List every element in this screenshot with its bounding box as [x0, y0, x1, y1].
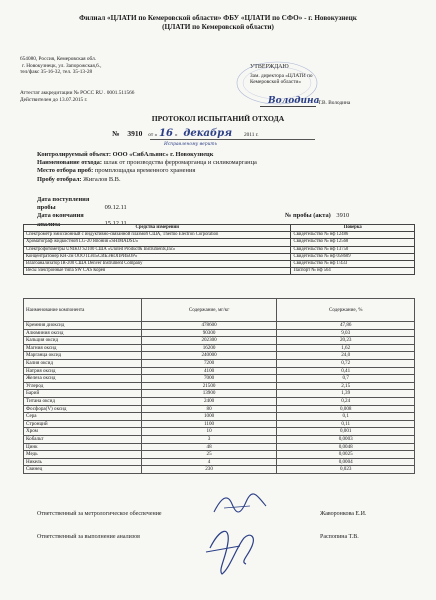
instrument-cell: Спектрометр эмиссионный с индуктивно-связанной плазмой США, Thermo Electron Corporation — [24, 232, 291, 239]
table-row — [24, 451, 415, 459]
content-mg-kg: 80 — [141, 405, 277, 413]
verification-cell: Свидетельство № нф 12486 — [291, 232, 415, 239]
component-name: Магния оксид — [24, 344, 142, 352]
table-row — [24, 261, 415, 268]
table-row — [24, 344, 415, 352]
verification-cell: Паспорт № нф 564 — [291, 268, 415, 275]
verification-cell: Свидетельство № нф 1/433 — [291, 261, 415, 268]
content-percent: 0,24 — [277, 397, 415, 405]
content-percent: 9,03 — [277, 329, 415, 337]
table-row — [24, 443, 415, 451]
info-label: Наименование отхода: — [37, 159, 102, 167]
column-header: Средства измерений — [24, 225, 291, 232]
table-row — [24, 367, 415, 375]
instrument-cell: Хроматограф жидкостной LG-20 Япония «SHIMADSU» — [24, 239, 291, 246]
analysis-name: Распопина Т.В. — [320, 534, 359, 540]
address-line: тел/факс 35-16-32, тел. 35-13-28 — [20, 69, 93, 76]
table-row — [24, 435, 415, 443]
instrument-cell: Весы электронные типа SW CAS Корея — [24, 268, 291, 275]
arrival-date-label: Дата поступления пробы — [37, 196, 90, 212]
content-percent: 0,72 — [277, 359, 415, 367]
content-percent: 1,62 — [277, 344, 415, 352]
protocol-month: декабря — [183, 128, 233, 139]
content-mg-kg: 202300 — [141, 337, 277, 345]
analysis-label: Ответственный за выполнение анализов — [37, 534, 140, 540]
verification-cell: Свидетельство № нф 058609 — [291, 253, 415, 260]
approval-name: Т.В. Володина — [318, 100, 351, 106]
component-name: Сера — [24, 413, 142, 421]
protocol-number-prefix: № — [112, 129, 120, 138]
content-mg-kg: 2400 — [141, 397, 277, 405]
content-percent: 0,023 — [277, 466, 415, 474]
table-row — [24, 405, 415, 413]
end-date-label: Дата окончания анализа — [37, 212, 84, 228]
column-header: Содержание, % — [277, 299, 415, 322]
instrument-cell: Спектрофотометры UNIKO S2100 США «United Product& Instruments,Inc» — [24, 246, 291, 253]
info-line — [37, 151, 257, 159]
arrival-date-value: 09.12.11 — [104, 204, 127, 212]
table-row — [24, 329, 415, 337]
composition-table — [23, 298, 415, 474]
table-row — [24, 352, 415, 360]
protocol-date-underline — [150, 139, 315, 140]
table-row — [24, 246, 415, 253]
end-date-value: 15.12.11 — [104, 220, 127, 228]
content-mg-kg: 230 — [141, 466, 277, 474]
protocol-from: от « — [148, 132, 158, 138]
approval-title: УТВЕРЖДАЮ — [250, 64, 289, 70]
organization-header — [20, 14, 416, 32]
arrival-date-line — [37, 196, 397, 212]
table-row — [24, 268, 415, 275]
analysis-signature — [200, 518, 270, 578]
column-header: Наименование компонента — [24, 299, 142, 322]
metrology-label: Ответственный за метрологическое обеспечение — [37, 511, 162, 517]
protocol-title: ПРОТОКОЛ ИСПЫТАНИЙ ОТХОДА — [151, 114, 285, 123]
table-row — [24, 232, 415, 239]
table-row — [24, 322, 415, 330]
component-name: Свинец — [24, 466, 142, 474]
component-name: Кремния диоксид — [24, 322, 142, 330]
content-percent: 0,008 — [277, 405, 415, 413]
composition-table-body — [24, 322, 415, 474]
table-row — [24, 428, 415, 436]
component-name: Кальция оксид — [24, 337, 142, 345]
content-percent: 20,23 — [277, 337, 415, 345]
accreditation-line: Действителен до 13.07.2015 г. — [20, 96, 88, 103]
table-row — [24, 239, 415, 246]
table-header-row — [24, 299, 415, 322]
info-value: Жигалов В.В. — [83, 175, 121, 183]
component-name: Барий — [24, 390, 142, 398]
content-mg-kg: 13900 — [141, 390, 277, 398]
instrument-cell: Концентратомер КН-2м ООО ПЭП«СИБЭКОПРИБОР» — [24, 253, 291, 260]
table-row — [24, 413, 415, 421]
table-header-row — [24, 225, 415, 232]
column-header: Поверка — [291, 225, 415, 232]
content-mg-kg: 90300 — [141, 329, 277, 337]
approval-line: Зам. директора «ЦЛАТИ по — [250, 72, 313, 79]
approval-signature: Володина — [268, 96, 320, 106]
content-mg-kg: 21500 — [141, 382, 277, 390]
component-name: Цинк — [24, 443, 142, 451]
measurement-table — [23, 224, 415, 275]
info-line — [37, 159, 257, 167]
sample-number — [285, 212, 349, 220]
content-mg-kg: 4 — [141, 458, 277, 466]
content-percent: 2,15 — [277, 382, 415, 390]
content-percent: 0,0003 — [277, 435, 415, 443]
info-value: промплощадка временного хранения — [94, 167, 196, 175]
header-line-2: (ЦЛАТИ по Кемеровской области) — [162, 23, 274, 31]
component-name: Титана оксид — [24, 397, 142, 405]
content-mg-kg: 1000 — [141, 413, 277, 421]
table-row — [24, 375, 415, 383]
column-header: Содержание, мг/кг — [141, 299, 277, 322]
component-name: Углерод — [24, 382, 142, 390]
content-percent: 0,1 — [277, 413, 415, 421]
table-row — [24, 397, 415, 405]
info-label: Пробу отобрал: — [37, 175, 82, 183]
content-percent: 47,86 — [277, 322, 415, 330]
table-row — [24, 420, 415, 428]
info-line — [37, 176, 257, 184]
content-mg-kg: 1100 — [141, 420, 277, 428]
content-percent: 0,001 — [277, 428, 415, 436]
component-name: Калия оксид — [24, 359, 142, 367]
table-row — [24, 466, 415, 474]
approval-line: Кемеровской области» — [250, 79, 301, 86]
content-percent: 0,11 — [277, 420, 415, 428]
content-percent: 1,39 — [277, 390, 415, 398]
protocol-year: 2011 г. — [244, 132, 259, 138]
sample-number-label: № пробы (акта) — [285, 212, 331, 220]
table-row — [24, 390, 415, 398]
address-block — [20, 56, 101, 76]
address-line: г. Новокузнецк, ул. Запорожская,6., — [22, 62, 102, 69]
content-mg-kg: 10 — [141, 428, 277, 436]
content-mg-kg: 7200 — [141, 359, 277, 367]
content-mg-kg: 3 — [141, 435, 277, 443]
content-percent: 0,41 — [277, 367, 415, 375]
table-row — [24, 458, 415, 466]
content-mg-kg: 25 — [141, 451, 277, 459]
header-line-1: Филиал «ЦЛАТИ по Кемеровской области» ФБУ «ЦЛАТИ по СФО» - г. Новокузнецк — [79, 14, 357, 22]
content-percent: 0,0048 — [277, 443, 415, 451]
content-mg-kg: 4100 — [141, 367, 277, 375]
component-name: Марганца оксид — [24, 352, 142, 360]
content-mg-kg: 7000 — [141, 375, 277, 383]
correction-note: Исправленому верить — [164, 142, 217, 147]
info-label: Контролируемый объект: — [37, 151, 112, 158]
content-mg-kg: 240000 — [141, 352, 277, 360]
info-line — [37, 167, 257, 175]
component-name: Кобальт — [24, 435, 142, 443]
table-row — [24, 382, 415, 390]
table-row — [24, 253, 415, 260]
protocol-day: 16 — [159, 128, 173, 139]
info-value: шлак от производства ферромарганца и силикомарганца — [103, 159, 257, 167]
metrology-name: Жаворонкова Е.И. — [320, 511, 367, 517]
content-percent: 24,0 — [277, 352, 415, 360]
protocol-mid: » — [174, 132, 178, 138]
protocol-number: 3910 — [127, 129, 143, 138]
content-percent: 0,0004 — [277, 458, 415, 466]
component-name: Медь — [24, 451, 142, 459]
component-name: Железа оксид — [24, 375, 142, 383]
component-name: Алюминия оксид — [24, 329, 142, 337]
table-row — [24, 337, 415, 345]
sample-number-value: 3910 — [336, 212, 350, 220]
component-name: Хром — [24, 428, 142, 436]
component-name: Никель — [24, 458, 142, 466]
metrology-signature — [210, 490, 270, 520]
table-row — [24, 359, 415, 367]
component-name: Натрия оксид — [24, 367, 142, 375]
instrument-cell: Влагоанализатор IR-200 США Denver Instrument Company — [24, 261, 291, 268]
info-value: ООО «СибАльянс» г. Новокузнецк — [112, 151, 214, 158]
content-mg-kg: 16200 — [141, 344, 277, 352]
approval-signature-line — [260, 106, 316, 107]
component-name: Фосфора(V) оксид — [24, 405, 142, 413]
component-name: Стронций — [24, 420, 142, 428]
content-percent: 0,7 — [277, 375, 415, 383]
content-mg-kg: 478600 — [141, 322, 277, 330]
address-line: 654080, Россия, Кемеровская обл. — [20, 56, 97, 62]
accreditation-line: Аттестат аккредитации № РОСС RU . 0001.511566 — [20, 90, 135, 96]
info-block — [37, 151, 257, 184]
verification-cell: Свидетельство № нф 12568 — [291, 239, 415, 246]
content-percent: 0,0025 — [277, 451, 415, 459]
info-label: Место отбора проб: — [37, 167, 94, 175]
verification-cell: Свидетельство № нф 13750 — [291, 246, 415, 253]
content-mg-kg: 48 — [141, 443, 277, 451]
accreditation-block — [20, 90, 134, 103]
